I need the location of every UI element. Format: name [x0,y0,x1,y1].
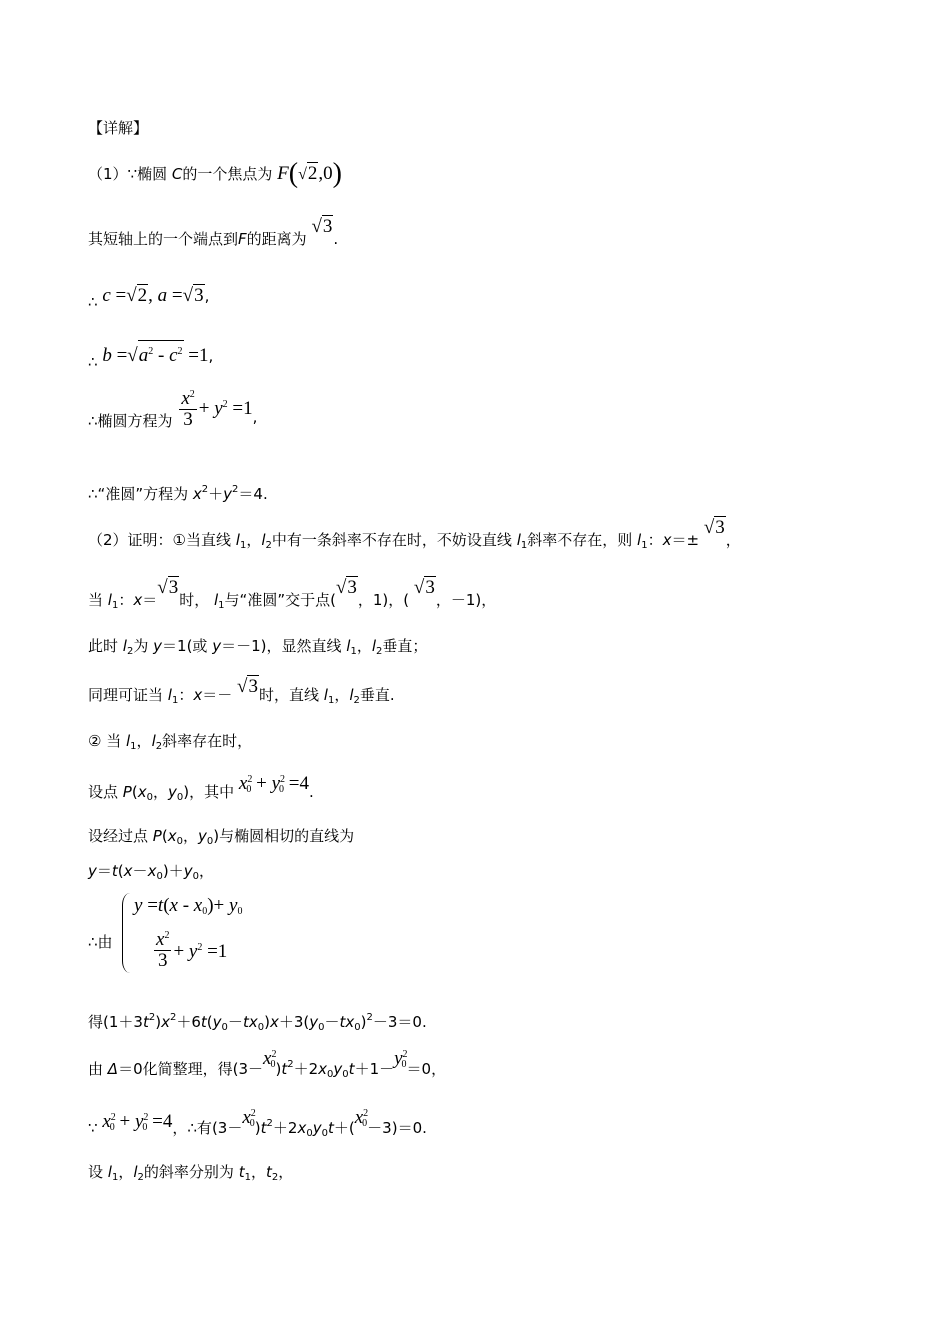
text: 为 [133,637,149,655]
therefore: ∴ [88,293,98,311]
text: 垂直； [382,637,428,655]
line-19: 设 $l_1$，$l_2$的斜率分别为 $t_1$，$t_2$， [88,1163,294,1183]
heading: 【详解】 [88,119,149,137]
text: 的距离为 [246,230,307,248]
text: 与“准圆”交于点( [224,591,336,609]
line-2: 其短轴上的一个端点到F的距离为 √3. [88,216,339,248]
text: 由 [88,1060,104,1078]
ellipse-rest: + $y^2 =1$ [198,398,253,419]
line-10: 同理可证当 $l_1$：x＝－ √3时，直线 $l_1$，$l_2$垂直. [88,676,395,706]
text: 化简整理，得 [142,1060,233,1078]
text: 其短轴上的一个端点到 [88,230,239,248]
text: 当 [88,591,104,609]
text: （2）证明：①当直线 [88,531,231,549]
line-9: 此时 $l_2$为 y＝1(或 y＝－1)，显然直线 $l_1$，$l_2$垂直； [88,637,428,657]
line-12: 设点 $P(x_0$，$y_0$)，其中 $x^2_0 + y^2_0 =4$. [88,773,314,803]
text: 设 [88,1163,104,1181]
text: 时， [179,591,210,609]
text: 垂直. [359,686,395,704]
fraction: $\frac{x^2}{3}$ [179,385,196,430]
text: ，∴有 [172,1119,212,1137]
line-6: ∴“准圆”方程为 $x^2+y^2=4$. [88,484,268,503]
line-5: ∴椭圆方程为 $\frac{x^2}{3}$ + $y^2 =1$, [88,395,257,440]
text: ，显然直线 [266,637,342,655]
text: ，其中 [189,783,235,801]
line-11: ② 当 $l_1$，$l_2$斜率存在时， [88,732,253,752]
line-16: 得$(1+3t^2)x^2+6t(y_0-tx_0)x+3(y_0-tx_0)^2-3=0$. [88,1012,427,1033]
line-4: ∴ $b =√a^2 - c^2 =1$, [88,340,213,367]
line-7: （2）证明：①当直线 $l_1$，$l_2$中有一条斜率不存在时，不妨设直线 $l_1$斜率不存在，则 $l_1$：x＝± √3， [88,517,741,551]
focus-text: 的一个焦点为 [182,165,273,183]
system-brace [122,893,131,973]
text: 得 [88,1013,104,1031]
b-formula: $b =√a^2 - c^2 =1$ [102,345,208,366]
text: 设经过点 [88,827,149,845]
text: 时，直线 [258,686,319,704]
text: 的斜率分别为 [143,1163,234,1181]
c-a-formula: c =√2, a =√3 [102,285,204,306]
var-f: F [238,230,247,248]
line-3: ∴ c =√2, a =√3, [88,285,210,311]
line-18: ∵ $x^2_0 + y^2_0 =4$，∴有$(3-x^2_0)t^2+2x_0y_0t+(x^2_0-3)=0$. [88,1107,427,1139]
because: ∵ [88,1119,98,1137]
focus-formula: F(√2,0) [277,158,342,189]
line-14: $y=t(x-x_0)+y_0$， [88,862,214,882]
text: ∴由 [88,933,113,951]
text: 斜率存在时， [162,732,253,750]
text: 此时 [88,637,119,655]
line-15 [88,932,113,952]
system-eq1: $y =t(x - x_0)+ y_0$ [134,895,243,917]
sqrt3: √3 [311,216,333,237]
line-13: 设经过点 $P(x_0$，$y_0$)与椭圆相切的直线为 [88,827,355,847]
system-eq2: $\frac{x^2}{3}$ + $y^2 =1$ [152,928,227,973]
text: 斜率不存在，则 [527,531,633,549]
var-c: C [171,165,183,183]
zhun-label: ∴“准圆”方程为 [88,485,189,503]
line-17: 由 Δ＝0化简整理，得$(3-x^2_0)t^2+2x_0y_0t+1-y^2_0=0$， [88,1048,447,1080]
ellipse-label: ∴椭圆方程为 [88,412,173,430]
therefore: ∴ [88,353,98,371]
line-8: 当 $l_1$：x＝√3时， $l_1$与“准圆”交于点(√3，1)，( √3，－1)， [88,577,497,611]
text: 与椭圆相切的直线为 [219,827,355,845]
text: 同理可证当 [88,686,164,704]
text: 中有一条斜率不存在时，不妨设直线 [271,531,512,549]
text: ② 当 [88,732,122,750]
line-1 [88,158,342,189]
label: （1）∵椭圆 [88,165,168,183]
text: 设点 [88,783,119,801]
